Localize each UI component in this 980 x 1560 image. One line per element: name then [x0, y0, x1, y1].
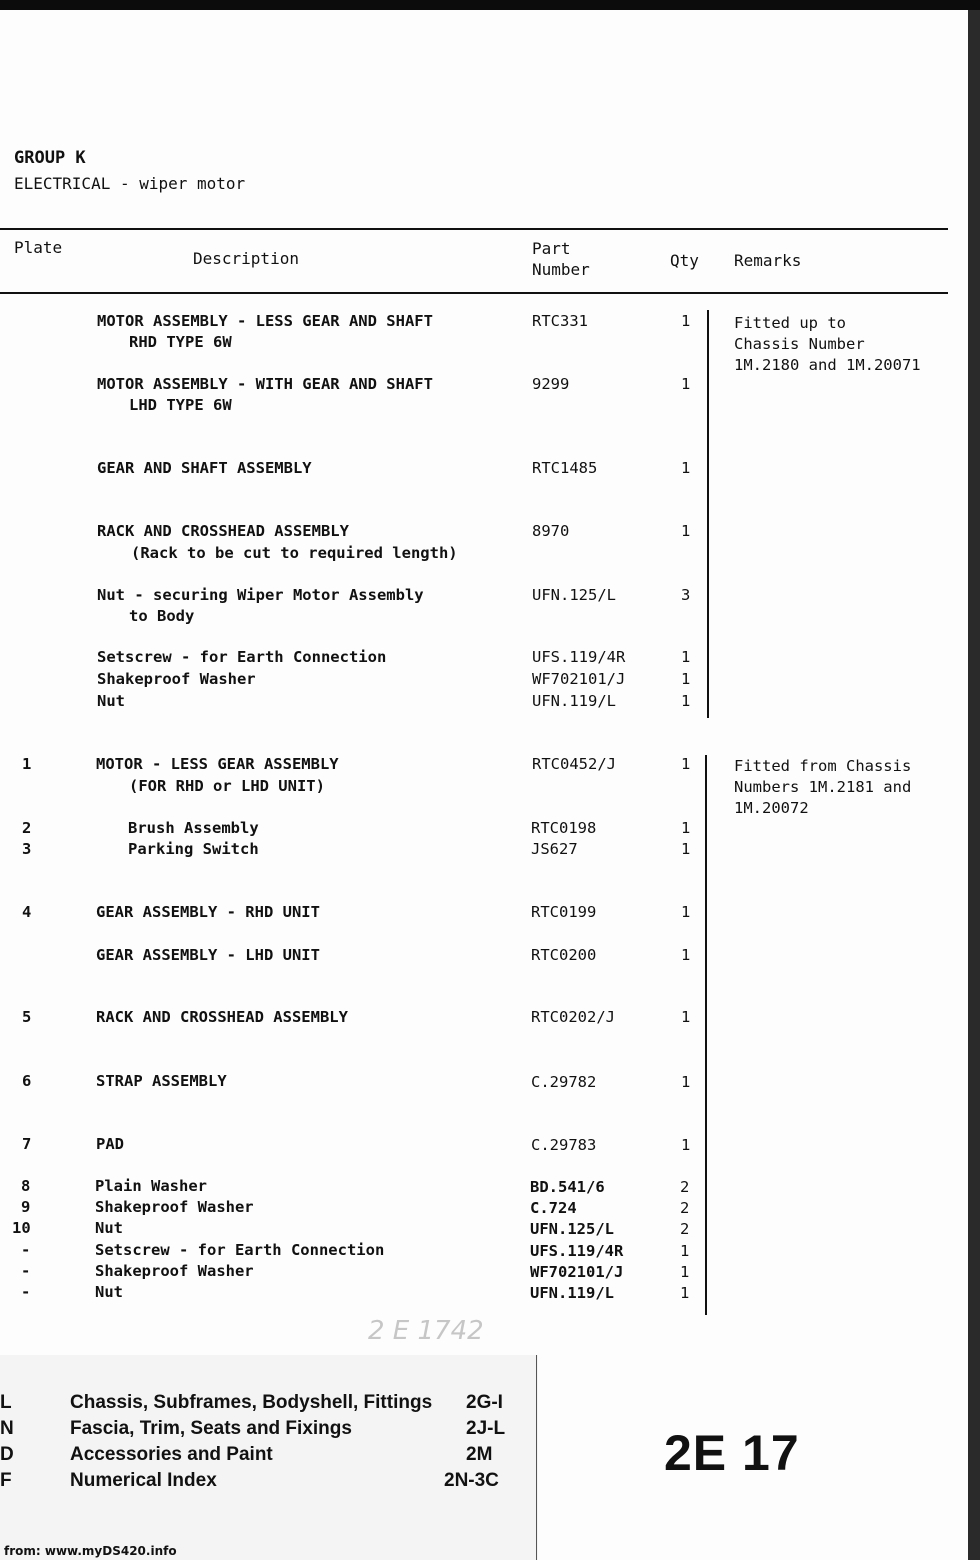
description-cell: (Rack to be cut to required length)	[131, 544, 458, 562]
description-cell: Setscrew - for Earth Connection	[95, 1241, 385, 1259]
part-number-cell: 8970	[532, 522, 570, 540]
description-cell: MOTOR ASSEMBLY - LESS GEAR AND SHAFT	[97, 312, 433, 330]
top-scan-border	[0, 0, 980, 10]
col-header-plate: Plate	[14, 238, 63, 257]
part-number-cell: UFN.119/L	[532, 692, 616, 710]
page-code: 2E 17	[664, 1425, 800, 1481]
index-label[interactable]: Numerical Index	[70, 1470, 217, 1491]
part-number-cell: RTC0199	[531, 903, 597, 921]
right-scan-border	[968, 10, 980, 1560]
part-number-cell: RTC0200	[531, 946, 597, 964]
index-code: 2J-L	[466, 1418, 506, 1439]
index-letter: N	[0, 1418, 14, 1439]
col-header-qty: Qty	[670, 251, 699, 270]
description-cell: Brush Assembly	[128, 819, 259, 837]
remarks-bracket-line	[705, 755, 707, 1315]
plate-cell: 3	[22, 840, 32, 858]
description-cell: RACK AND CROSSHEAD ASSEMBLY	[96, 1008, 348, 1026]
remark-line: 1M.20072	[734, 799, 809, 817]
part-number-cell: JS627	[531, 840, 578, 858]
qty-cell: 1	[681, 819, 691, 837]
qty-cell: 1	[680, 1263, 690, 1281]
qty-cell: 1	[681, 670, 691, 688]
col-header-description: Description	[193, 249, 299, 268]
col-header-part-line1: Part	[532, 239, 571, 258]
qty-cell: 1	[680, 1284, 690, 1302]
description-cell: Plain Washer	[95, 1177, 207, 1195]
qty-cell: 2	[680, 1199, 690, 1217]
description-cell: GEAR AND SHAFT ASSEMBLY	[97, 459, 312, 477]
remark-line: Fitted from Chassis	[734, 757, 912, 775]
part-number-cell: RTC0452/J	[532, 755, 616, 773]
qty-cell: 1	[681, 312, 691, 330]
part-number-cell: UFS.119/4R	[530, 1242, 624, 1260]
part-number-cell: 9299	[532, 375, 570, 393]
description-cell: RACK AND CROSSHEAD ASSEMBLY	[97, 522, 349, 540]
part-number-cell: WF702101/J	[532, 670, 626, 688]
part-number-cell: UFN.119/L	[530, 1284, 614, 1302]
description-cell: PAD	[96, 1135, 124, 1153]
remark-line: Fitted up to	[734, 314, 846, 332]
section-title: ELECTRICAL - wiper motor	[14, 174, 246, 193]
index-letter: D	[0, 1444, 14, 1465]
col-header-remarks: Remarks	[734, 251, 802, 270]
index-code: 2G-I	[466, 1392, 503, 1413]
index-label[interactable]: Chassis, Subframes, Bodyshell, Fittings	[70, 1392, 433, 1413]
qty-cell: 1	[681, 755, 691, 773]
qty-cell: 1	[681, 1073, 691, 1091]
plate-cell: -	[21, 1241, 31, 1259]
part-number-cell: RTC0198	[531, 819, 597, 837]
plate-cell: 7	[22, 1135, 32, 1153]
remarks-bracket-line	[707, 310, 709, 718]
part-number-cell: BD.541/6	[530, 1178, 605, 1196]
qty-cell: 1	[681, 946, 691, 964]
col-header-part-line2: Number	[532, 260, 590, 279]
plate-cell: 1	[22, 755, 32, 773]
plate-cell: -	[21, 1283, 31, 1301]
index-code: 2M	[466, 1444, 493, 1465]
description-cell: RHD TYPE 6W	[129, 333, 232, 351]
qty-cell: 1	[681, 692, 691, 710]
group-heading: GROUP K	[14, 148, 86, 168]
qty-cell: 1	[681, 840, 691, 858]
description-cell: MOTOR - LESS GEAR ASSEMBLY	[96, 755, 339, 773]
qty-cell: 1	[681, 1136, 691, 1154]
description-cell: Shakeproof Washer	[95, 1198, 254, 1216]
plate-cell: 4	[22, 903, 32, 921]
description-cell: GEAR ASSEMBLY - RHD UNIT	[96, 903, 320, 921]
qty-cell: 1	[680, 1242, 690, 1260]
remark-line: 1M.2180 and 1M.20071	[734, 356, 921, 374]
index-label[interactable]: Accessories and Paint	[70, 1444, 273, 1465]
faint-stamp: 2 E 1742	[368, 1316, 484, 1346]
qty-cell: 1	[681, 522, 691, 540]
remark-line: Numbers 1M.2181 and	[734, 778, 912, 796]
part-number-cell: RTC0202/J	[531, 1008, 615, 1026]
description-cell: LHD TYPE 6W	[129, 396, 232, 414]
qty-cell: 1	[681, 1008, 691, 1026]
description-cell: to Body	[129, 607, 195, 625]
plate-cell: 5	[22, 1008, 32, 1026]
part-number-cell: WF702101/J	[530, 1263, 624, 1281]
description-cell: Parking Switch	[128, 840, 259, 858]
qty-cell: 1	[681, 375, 691, 393]
plate-cell: 2	[22, 819, 32, 837]
description-cell: Nut - securing Wiper Motor Assembly	[97, 586, 424, 604]
part-number-cell: UFN.125/L	[530, 1220, 614, 1238]
description-cell: GEAR ASSEMBLY - LHD UNIT	[96, 946, 320, 964]
part-number-cell: UFS.119/4R	[532, 648, 626, 666]
part-number-cell: C.29782	[531, 1073, 597, 1091]
plate-cell: 6	[22, 1072, 32, 1090]
description-cell: Nut	[95, 1219, 123, 1237]
description-cell: Setscrew - for Earth Connection	[97, 648, 387, 666]
description-cell: Nut	[97, 692, 125, 710]
description-cell: Shakeproof Washer	[95, 1262, 254, 1280]
index-letter: F	[0, 1470, 12, 1491]
part-number-cell: C.724	[530, 1199, 577, 1217]
qty-cell: 2	[680, 1178, 690, 1196]
plate-cell: 8	[21, 1177, 31, 1195]
part-number-cell: C.29783	[531, 1136, 597, 1154]
description-cell: (FOR RHD or LHD UNIT)	[129, 777, 325, 795]
qty-cell: 1	[681, 903, 691, 921]
description-cell: Shakeproof Washer	[97, 670, 256, 688]
header-top-rule	[0, 228, 948, 230]
index-code: 2N-3C	[444, 1470, 499, 1491]
part-number-cell: RTC1485	[532, 459, 598, 477]
plate-cell: 10	[12, 1219, 31, 1237]
remark-line: Chassis Number	[734, 335, 865, 353]
index-letter: L	[0, 1392, 12, 1413]
header-bottom-rule	[0, 292, 948, 294]
source-credit[interactable]: from: www.myDS420.info	[4, 1544, 177, 1558]
part-number-cell: UFN.125/L	[532, 586, 616, 604]
qty-cell: 2	[680, 1220, 690, 1238]
qty-cell: 3	[681, 586, 691, 604]
plate-cell: -	[21, 1262, 31, 1280]
footer-divider	[536, 1355, 537, 1560]
part-number-cell: RTC331	[532, 312, 588, 330]
description-cell: MOTOR ASSEMBLY - WITH GEAR AND SHAFT	[97, 375, 433, 393]
qty-cell: 1	[681, 648, 691, 666]
description-cell: Nut	[95, 1283, 123, 1301]
plate-cell: 9	[21, 1198, 31, 1216]
index-label[interactable]: Fascia, Trim, Seats and Fixings	[70, 1418, 352, 1439]
qty-cell: 1	[681, 459, 691, 477]
description-cell: STRAP ASSEMBLY	[96, 1072, 227, 1090]
